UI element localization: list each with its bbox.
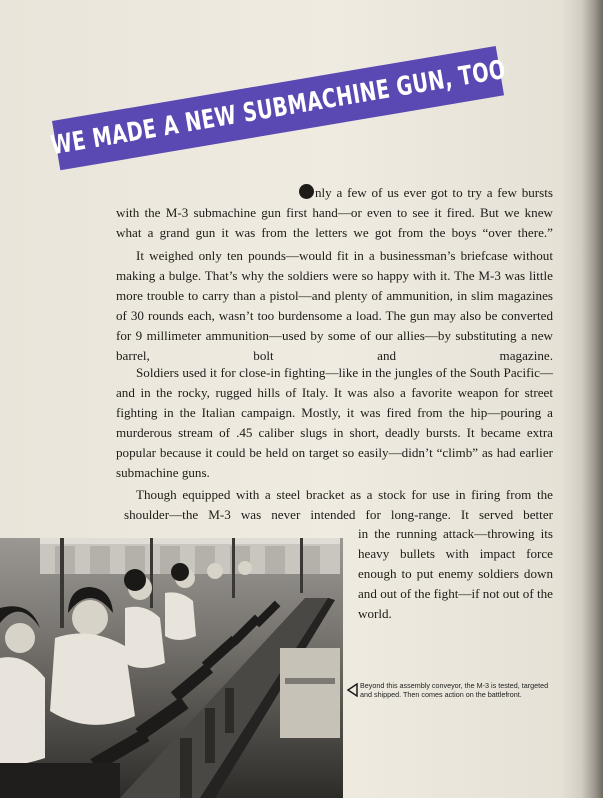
assembly-line-photo <box>0 538 343 798</box>
drop-cap-o <box>299 184 314 199</box>
paragraph-3: Soldiers used it for close-in fighting—like in the jungles of the South Pacific—and in the rocky, rugged hills of Italy. It was also a favorite weapon for street fighting in the Italian campaign. Mostly, it was fired from the hip—pouring a murderous stream of .45 caliber slugs in short, deadly bursts. It became extra popular because it could be held on target so easily—didn’t “climb” as had earlier submachine guns. <box>116 365 553 480</box>
caption-pointer-icon <box>346 683 358 697</box>
photo-caption: Beyond this assembly conveyor, the M-3 is tested, targeted and shipped. Then comes action on the battlefront. <box>360 681 549 699</box>
paragraph-4-side: in the running attack—throwing its heavy bullets with impact force enough to put enemy soldiers down and out of the fight—if not out of the world. <box>358 526 553 621</box>
paragraph-1 <box>116 183 553 243</box>
paragraph-4-top: Though equipped with a steel bracket as a stock for use in firing from the shoulder—the M-3 was never intended for long-range. It served better <box>124 487 553 522</box>
title-banner <box>48 46 508 170</box>
paragraph-2: It weighed only ten pounds—would fit in a businessman’s briefcase without making a bulge. That’s why the soldiers were so happy with it. The M-3 was little more trouble to carry than a pistol—and plenty of ammunition, in slim magazines of 30 rounds each, wasn’t too burdensome a load. The gun may also be converted for 9 millimeter ammunition—used by some of our allies—by substituting a new barrel, bolt and magazine. <box>116 248 553 363</box>
page-title: WE MADE A NEW SUBMACHINE GUN, TOO <box>48 54 508 162</box>
paragraph-1-text: nly a few of us ever got to try a few bursts with the M-3 submachine gun first hand—or even to see it fired. But we knew what a grand gun it was from the letters we got from the boys “over there.” <box>116 185 553 240</box>
binding-shadow <box>581 0 603 798</box>
